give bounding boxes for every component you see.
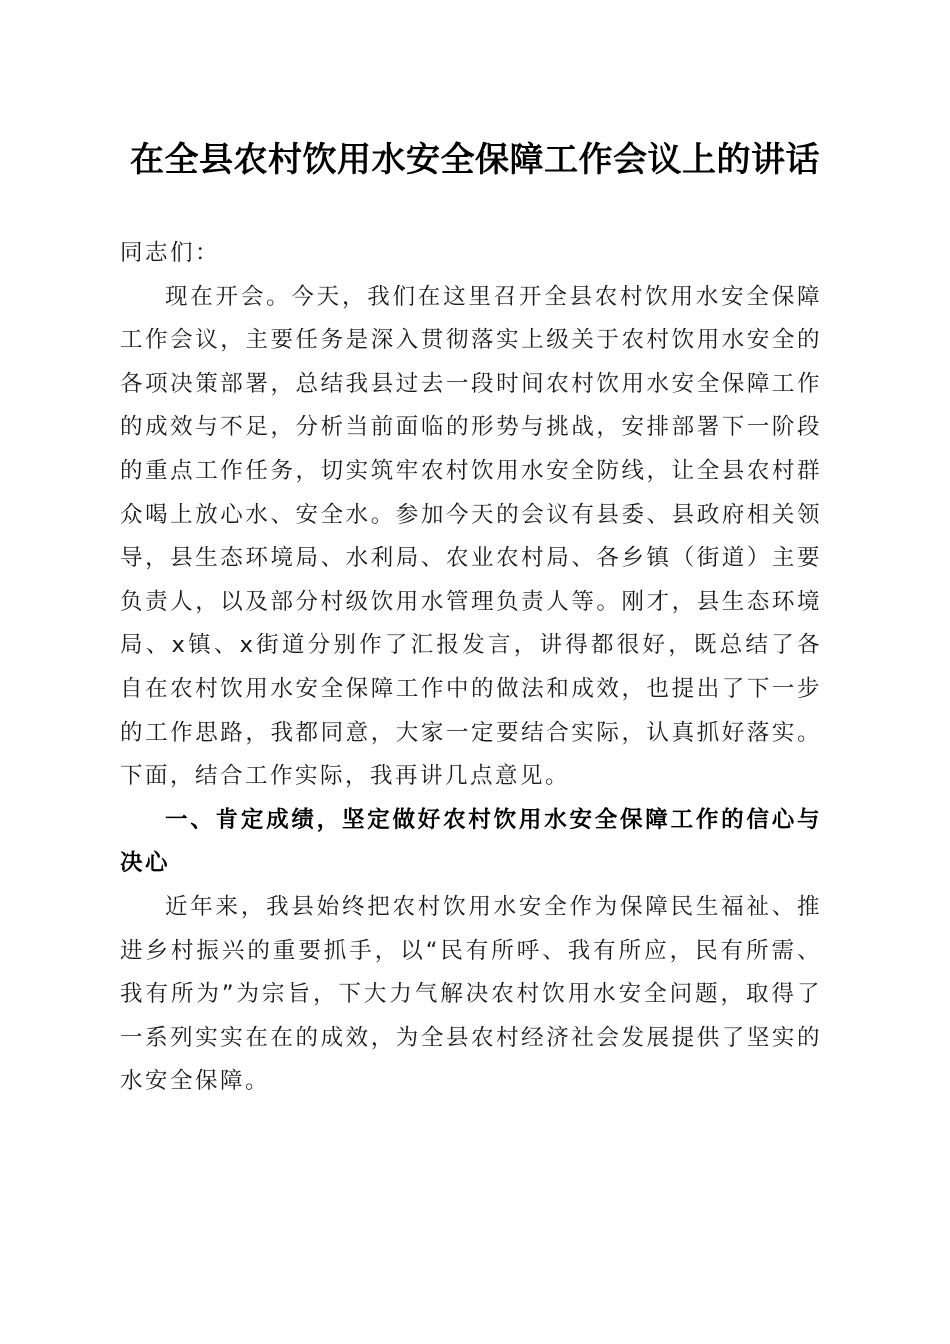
salutation: 同志们： (120, 240, 221, 266)
body-paragraph: 现在开会。今天，我们在这里召开全县农村饮用水安全保障工作会议，主要任务是深入贯彻落实上级关于农村饮用水安全的各项决策部署，总结我县过去一段时间农村饮用水安全保障工作的成效与不足，分析当前面临的形势与挑战，安排部署下一阶段的重点工作任务，切实筑牢农村饮用水安全防线，让全县农村群众喝上放心水、安全水。参加今天的会议有县委、县政府相关领导，县生态环境局、水利局、农业农村局、各乡镇（街道）主要负责人，以及部分村级饮用水管理负责人等。刚才，县生态环境局、x镇、x街道分别作了汇报发言，讲得都很好，既总结了各自在农村饮用水安全保障工作中的做法和成效，也提出了下一步的工作思路，我都同意，大家一定要结合实际，认真抓好落实。下面，结合工作实际，我再讲几点意见。 (120, 283, 822, 790)
document-title: 在全县农村饮用水安全保障工作会议上的讲话 (130, 140, 820, 180)
body-paragraph: 近年来，我县始终把农村饮用水安全作为保障民生福祉、推进乡村振兴的重要抓手，以“民有所呼、我有所应，民有所需、我有所为”为宗旨，下大力气解决农村饮用水安全问题，取得了一系列实实在在的成效，为全县农村经济社会发展提供了坚实的水安全保障。 (120, 893, 822, 1095)
section-heading: 一、肯定成绩，坚定做好农村饮用水安全保障工作的信心与决心 (120, 806, 822, 877)
document-body (120, 232, 822, 1104)
